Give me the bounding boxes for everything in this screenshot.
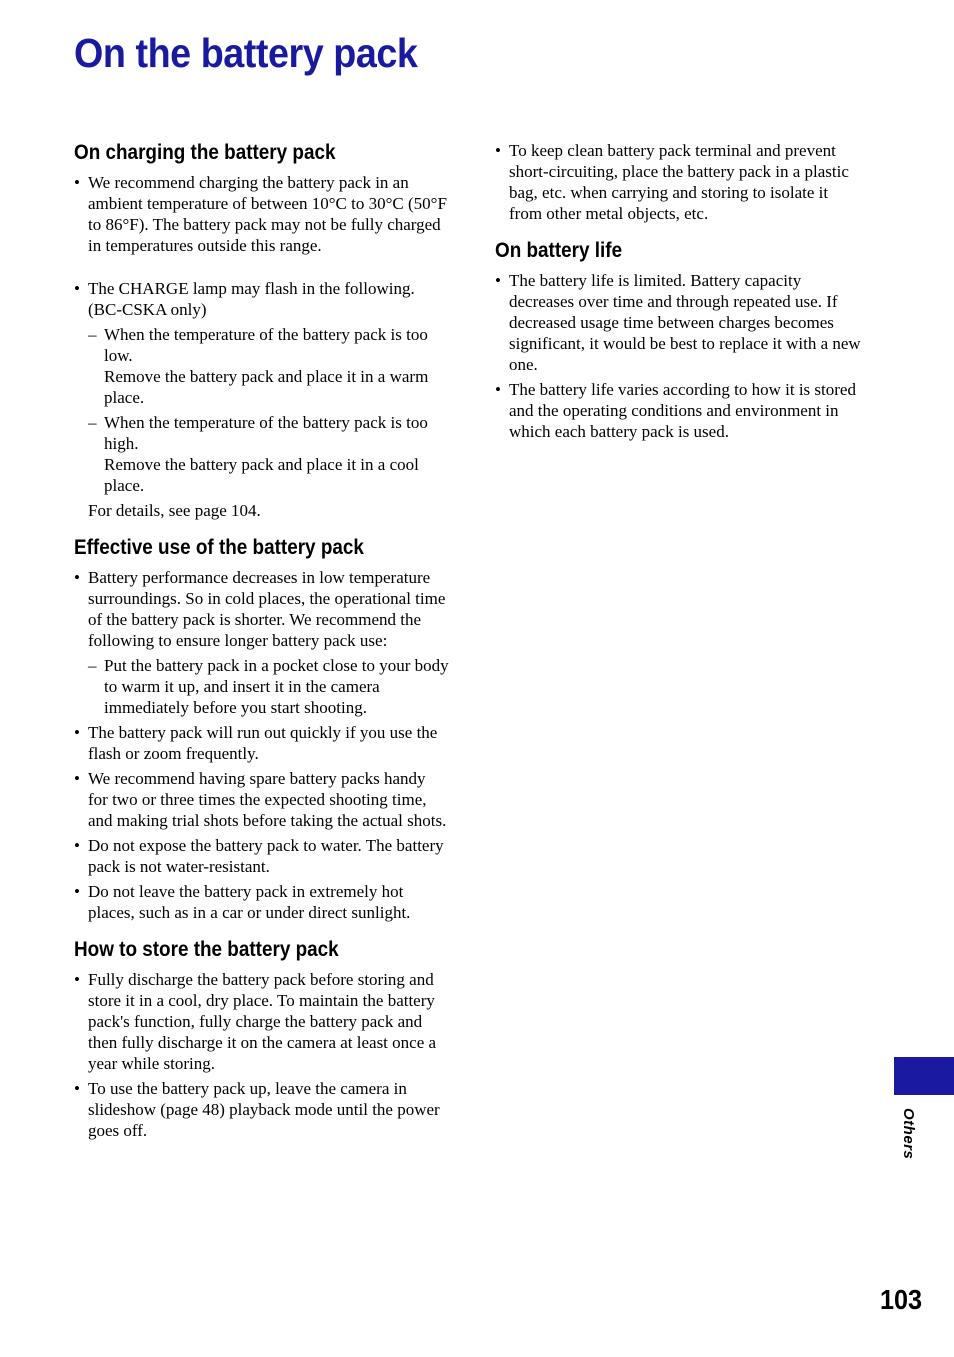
- list-item: • We recommend having spare battery packs handy for two or three times the expected shooting time, and making trial shots before taking the actual shots.: [74, 768, 449, 831]
- right-column: [495, 140, 865, 446]
- sub-list-item: [88, 324, 449, 408]
- store-list: [74, 969, 449, 1141]
- list-item: • The battery pack will run out quickly if you use the flash or zoom frequently.: [74, 722, 449, 764]
- list-item: [74, 567, 449, 718]
- charge-lamp-list: [74, 278, 449, 521]
- list-item: • To use the battery pack up, leave the camera in slideshow (page 48) playback mode until the power goes off.: [74, 1078, 449, 1141]
- charging-list: [74, 172, 449, 256]
- sub-item-action: Remove the battery pack and place it in a warm place.: [104, 367, 429, 407]
- section-heading-effective-use: Effective use of the battery pack: [74, 536, 364, 559]
- sub-list: [88, 655, 449, 718]
- battery-life-list: [495, 270, 865, 442]
- side-tab-label: Others: [900, 1108, 917, 1160]
- section-tab-marker: [894, 1057, 954, 1095]
- sub-list-item: – Put the battery pack in a pocket close to your body to warm it up, and insert it in the camera immediately before you start shooting.: [88, 655, 449, 718]
- list-item: • Fully discharge the battery pack before storing and store it in a cool, dry place. To maintain the battery pack's function, fully charge the battery pack and then fully discharge it on the camera at least once a year while storing.: [74, 969, 449, 1074]
- left-column: [74, 140, 449, 1145]
- page-title: On the battery pack: [74, 30, 418, 76]
- sub-item-condition: When the temperature of the battery pack is too low.: [104, 325, 428, 365]
- sub-item-action: Remove the battery pack and place it in a cool place.: [104, 455, 419, 495]
- section-heading-charging: On charging the battery pack: [74, 141, 336, 164]
- sub-item-condition: When the temperature of the battery pack is too high.: [104, 413, 428, 453]
- effective-use-list: [74, 567, 449, 923]
- list-item: • To keep clean battery pack terminal and prevent short-circuiting, place the battery pack in a plastic bag, etc. when carrying and storing to isolate it from other metal objects, etc.: [495, 140, 865, 224]
- list-item-text: The CHARGE lamp may flash in the following. (BC-CSKA only): [88, 279, 415, 319]
- page-number: 103: [880, 1284, 923, 1315]
- list-item-text: Battery performance decreases in low temperature surroundings. So in cold places, the operational time of the battery pack is shorter. We recommend the following to ensure longer battery pack use:: [88, 568, 446, 650]
- section-heading-battery-life: On battery life: [495, 239, 623, 262]
- sub-list: [88, 324, 449, 496]
- section-heading-store: How to store the battery pack: [74, 938, 339, 961]
- store-list-continued: [495, 140, 865, 224]
- list-item: • Do not expose the battery pack to water. The battery pack is not water-resistant.: [74, 835, 449, 877]
- list-item: • The battery life is limited. Battery capacity decreases over time and through repeated use. If decreased usage time between charges becomes significant, it would be best to replace it with a new one.: [495, 270, 865, 375]
- sub-list-item: [88, 412, 449, 496]
- list-item: • We recommend charging the battery pack in an ambient temperature of between 10°C to 30°C (50°F to 86°F). The battery pack may not be fully charged in temperatures outside this range.: [74, 172, 449, 256]
- list-item: • The battery life varies according to how it is stored and the operating conditions and environment in which each battery pack is used.: [495, 379, 865, 442]
- list-item: • Do not leave the battery pack in extremely hot places, such as in a car or under direct sunlight.: [74, 881, 449, 923]
- list-item: [74, 278, 449, 521]
- page-reference-note: For details, see page 104.: [88, 501, 261, 520]
